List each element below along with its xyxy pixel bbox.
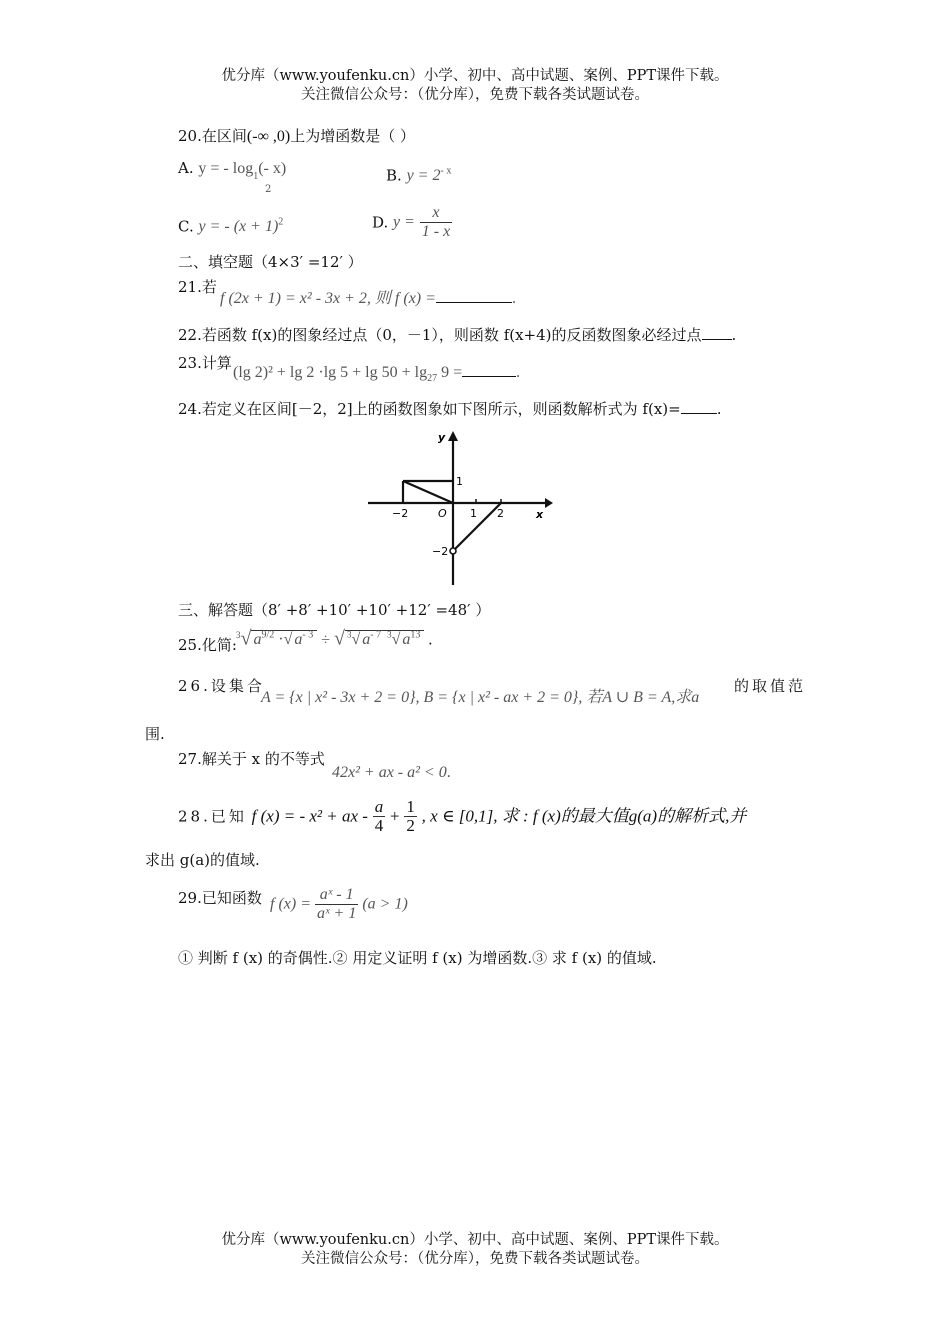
question-26-label: 26.设集合 — [178, 677, 265, 695]
question-26-line2: 围. — [145, 725, 165, 743]
q24-answer-blank[interactable] — [681, 399, 717, 414]
q20-option-a: A. y = - $\log_1(-$ x) — [178, 159, 287, 183]
tick-label-neg2: −2 — [392, 507, 409, 520]
question-29-label: 29.已知函数 — [178, 889, 262, 907]
tick-label-2: 2 — [497, 507, 504, 520]
segment-diagonal-left — [403, 481, 453, 503]
y-axis-arrow — [448, 431, 458, 441]
q28-fraction-a-over-4: $\frac{a}{4}$ — [374, 797, 384, 835]
question-27-label: 27.解关于 x 的不等式 — [178, 750, 325, 768]
q23-answer-blank[interactable] — [462, 362, 516, 377]
footer-line-1: 优分库（www.youfenku.cn）小学、初中、高中试题、案例、PPT课件下载。 — [221, 1232, 729, 1248]
question-22: 22.若函数 f(x)的图象经过点（0，－1），则函数 f(x+4)的反函数图象必经过点 . — [178, 326, 737, 344]
q22-answer-blank[interactable] — [702, 325, 732, 340]
question-28: 28.已知 f (x) = - x² + ax - $\frac{a}{4}$ + $\frac{1}{2}$ , x ∈ [0,1], 求 : f (x)的最大值g(a)的解析式,并 — [178, 797, 747, 835]
question-20-stem: 20.在区间(-∞ ,0)上为增函数是（ ） — [178, 127, 416, 145]
y-axis-label: y — [438, 431, 446, 444]
q20-d-fraction: $\frac{x}{1 - x}$ — [421, 204, 451, 240]
question-29-expr: f (x) = $\frac{\text{aˣ - 1}}{\text{aˣ + 1}}$ (a > 1) — [270, 886, 408, 922]
question-25-expr: $^3$√ $a^{9/2}$ ·√ $a^{- 3}$ ÷ √ $^3$√ $a^{- 7}$ $^3$√ $a^{13}$ . — [236, 627, 433, 650]
question-27-expr: 42x² + ax - a² < 0. — [332, 764, 451, 781]
x-axis-label: x — [536, 508, 544, 521]
q20-option-a-sub2: 2 — [265, 184, 272, 195]
header-line-1: 优分库（www.youfenku.cn）小学、初中、高中试题、案例、PPT课件下载。 — [221, 68, 729, 84]
footer-line-2: 关注微信公众号：（优分库），免费下载各类试题试卷。 — [301, 1251, 649, 1267]
tick-label-yneg2: −2 — [432, 545, 449, 558]
open-point — [450, 548, 456, 554]
question-23-label: 23.计算 — [178, 354, 232, 372]
origin-label: O — [438, 507, 447, 520]
section-2-title: 二、填空题（4×3′ =12′ ） — [178, 253, 363, 271]
q21-answer-blank[interactable] — [436, 288, 512, 303]
header-line-2: 关注微信公众号：（优分库），免费下载各类试题试卷。 — [301, 87, 649, 103]
question-26-expr: A = {x | x² - 3x + 2 = 0}, B = {x | x² - ax + 2 = 0}, 若A ∪ B = A,求a — [261, 689, 700, 706]
question-21-label: 21.若 — [178, 278, 217, 296]
segment-diagonal-right — [453, 503, 501, 551]
question-25-label: 25.化简: — [178, 636, 237, 654]
q20-option-d: D. y = $\frac{x}{1 - x}$ — [372, 204, 451, 240]
q20-option-c: C. y = - $(x + 1)^2$ — [178, 217, 284, 236]
q28-fraction-1-over-2: $\frac{1}{2}$ — [406, 797, 415, 835]
tick-label-y1: 1 — [456, 475, 463, 488]
question-21-expr: f (2x + 1) = x² - 3x + 2, 则 f (x) = . — [220, 290, 516, 307]
question-26-tail: 的取值范 — [734, 677, 807, 695]
question-29-subquestions: ① 判断 f (x) 的奇偶性.② 用定义证明 f (x) 为增函数.③ 求 f (x) 的值域. — [178, 949, 657, 967]
tick-label-1: 1 — [470, 507, 477, 520]
x-axis-arrow — [545, 498, 553, 508]
function-graph — [360, 425, 560, 590]
section-3-title: 三、解答题（8′ +8′ +10′ +10′ +12′ =48′ ） — [178, 601, 491, 619]
question-28-line2: 求出 g(a)的值域. — [145, 851, 260, 869]
q20-option-b: B. $y = 2^{- x}$ — [386, 166, 452, 185]
question-24: 24.若定义在区间[－2，2]上的函数图象如下图所示，则函数解析式为 f(x)= . — [178, 400, 722, 418]
question-23-expr: (lg 2)² + lg 2 ·lg $5 + \lg 50 + \lg_{27} 9$ = . — [233, 364, 521, 385]
